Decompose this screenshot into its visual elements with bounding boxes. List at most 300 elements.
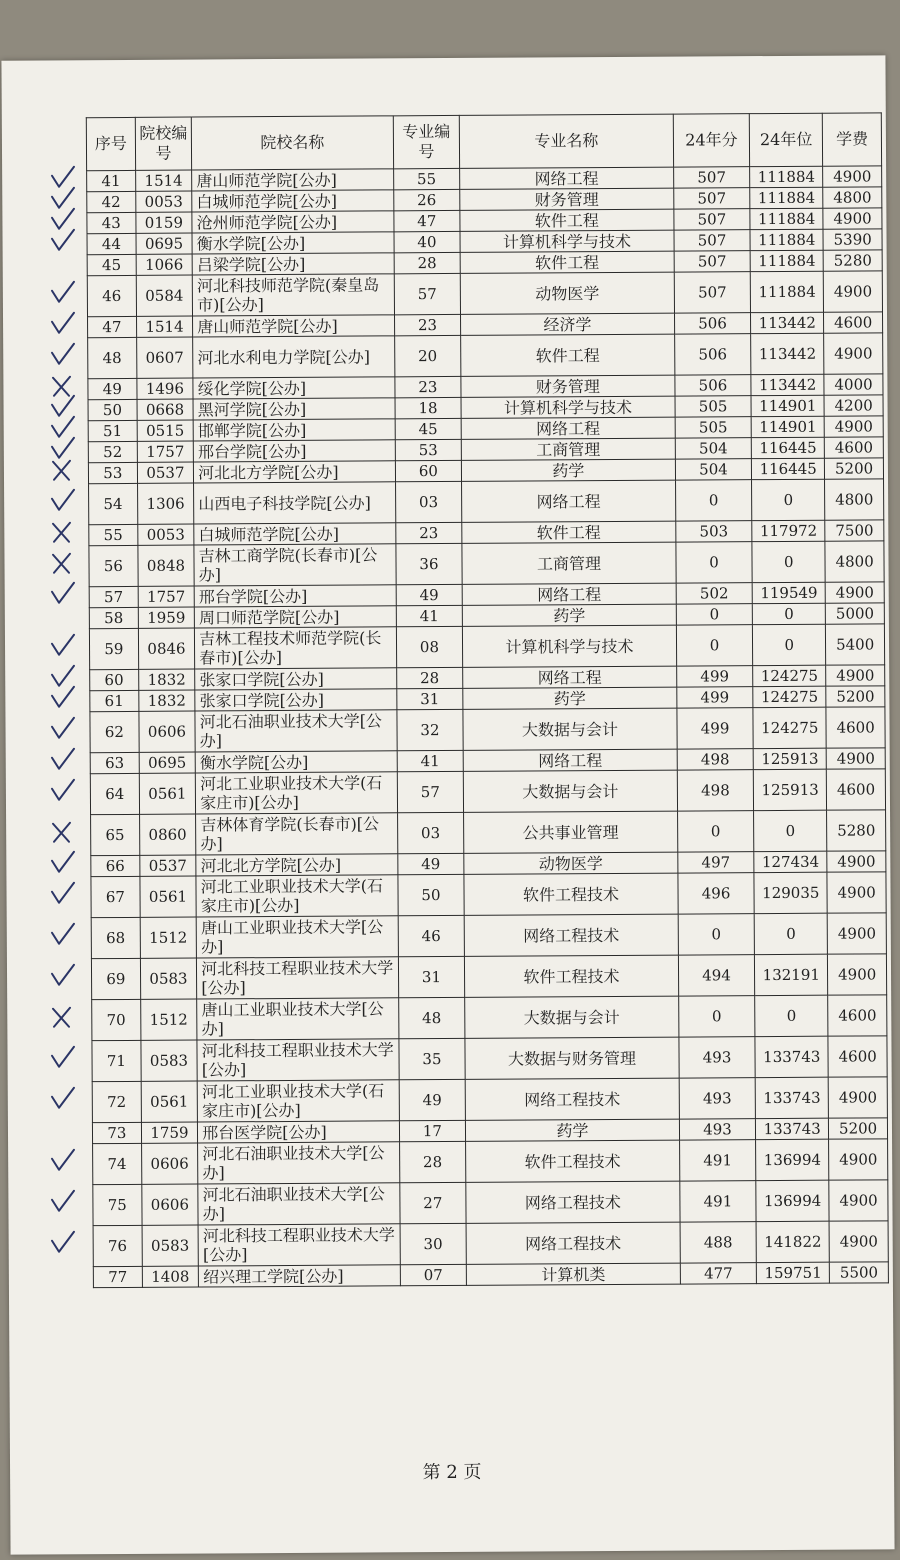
cell-major-name: 计算机类 [466,1263,680,1285]
cell-score-2024: 507 [673,167,750,188]
cell-tuition: 5500 [830,1262,889,1283]
cell-major-code: 07 [400,1264,467,1285]
cell-rank-2024: 116445 [751,437,824,458]
cell-row-number: 61 [90,690,139,711]
table-row [89,479,884,525]
cell-school-name: 唐山工业职业技术大学[公办] [197,998,399,1040]
cell-school-code: 0561 [139,773,196,814]
cell-score-2024: 506 [674,334,751,375]
table-row [91,810,886,856]
cell-major-name: 软件工程技术 [464,873,678,915]
cell-score-2024: 498 [677,749,754,770]
cell-tuition: 4600 [828,1036,887,1077]
cell-row-number: 59 [89,628,138,669]
cell-rank-2024: 136994 [756,1139,829,1180]
cell-score-2024: 507 [674,251,751,272]
cell-major-name: 软件工程技术 [466,1140,680,1182]
cell-school-code: 1959 [138,607,195,628]
cell-rank-2024: 124275 [753,707,826,748]
table-row [92,995,887,1041]
cell-rank-2024: 113442 [751,333,824,374]
cell-major-code: 30 [400,1223,467,1264]
cell-major-name: 网络工程 [463,749,677,771]
cell-school-name: 河北北方学院[公办] [194,461,396,483]
cell-tuition: 5200 [825,458,884,479]
cell-major-code: 47 [394,210,461,231]
cell-major-code: 49 [396,584,463,605]
cell-row-number: 76 [93,1225,142,1266]
cell-row-number: 55 [89,524,138,545]
cell-school-name: 唐山师范学院[公办] [193,315,395,337]
cell-tuition: 4900 [827,913,886,954]
cell-major-code: 49 [397,853,464,874]
cell-school-code: 0607 [136,337,193,378]
table-row [91,913,886,959]
cell-major-code: 26 [393,189,460,210]
table-row [92,1077,887,1123]
cell-rank-2024: 159751 [756,1262,829,1283]
cell-row-number: 53 [88,462,137,483]
cell-major-name: 网络工程 [462,480,676,522]
cell-score-2024: 505 [675,396,752,417]
cell-school-name: 河北科技师范学院(秦皇岛市)[公办] [192,274,394,316]
cell-school-code: 1512 [140,999,197,1040]
header-school-code: 院校编号 [135,117,192,170]
table-row [89,624,884,670]
cell-score-2024: 507 [674,272,751,313]
cell-major-code: 46 [398,915,465,956]
cell-school-name: 张家口学院[公办] [195,668,397,690]
cell-tuition: 5200 [829,1118,888,1139]
cell-major-name: 软件工程 [460,209,674,231]
cell-school-name: 唐山师范学院[公办] [192,169,394,191]
cell-row-number: 74 [93,1143,142,1184]
cell-rank-2024: 116445 [752,458,825,479]
cell-school-code: 0537 [140,855,197,876]
cell-school-name: 河北石油职业技术大学[公办] [195,710,397,752]
cell-score-2024: 502 [676,583,753,604]
header-major-code: 专业编号 [393,115,460,168]
cell-score-2024: 499 [677,687,754,708]
cell-rank-2024: 136994 [756,1180,829,1221]
cell-major-name: 网络工程 [461,417,675,439]
cell-school-code: 0561 [140,876,197,917]
cell-school-code: 1757 [138,586,195,607]
cell-school-name: 河北工业职业技术大学(石家庄市)[公办] [197,1080,399,1122]
cell-rank-2024: 129035 [754,872,827,913]
cell-major-code: 35 [399,1038,466,1079]
cell-major-name: 药学 [466,1119,680,1141]
cell-row-number: 46 [87,275,136,316]
cell-major-name: 大数据与会计 [463,708,677,750]
cell-rank-2024: 0 [752,603,825,624]
cell-major-name: 网络工程 [462,583,676,605]
cell-row-number: 60 [90,669,139,690]
cell-score-2024: 496 [678,873,755,914]
cell-score-2024: 506 [674,313,751,334]
cell-tuition: 5000 [826,603,885,624]
cell-rank-2024: 111884 [750,208,823,229]
cell-rank-2024: 124275 [753,686,826,707]
header-score-2024: 24年分 [673,114,750,167]
cell-major-code: 60 [395,460,462,481]
cell-score-2024: 477 [680,1263,757,1284]
cell-major-code: 28 [399,1141,466,1182]
cell-school-code: 0515 [137,420,194,441]
cell-row-number: 50 [88,399,137,420]
cell-major-name: 软件工程 [460,251,674,273]
cell-major-name: 工商管理 [461,438,675,460]
cell-major-name: 工商管理 [462,542,676,584]
cell-rank-2024: 111884 [750,271,823,312]
cell-rank-2024: 0 [754,913,827,954]
cell-row-number: 68 [91,917,140,958]
header-no: 序号 [86,117,135,170]
table-row [90,769,885,815]
cell-rank-2024: 0 [752,479,825,520]
cell-school-code: 1514 [135,170,192,191]
cell-tuition: 4900 [824,333,883,374]
cell-school-name: 黑河学院[公办] [193,398,395,420]
cell-major-name: 软件工程 [461,334,675,376]
cell-row-number: 43 [87,212,136,233]
cell-major-code: 28 [396,667,463,688]
cell-major-name: 计算机科学与技术 [460,230,674,252]
cell-major-code: 28 [394,252,461,273]
cell-school-code: 0053 [135,191,192,212]
cell-major-code: 36 [396,543,463,584]
cell-row-number: 62 [90,711,139,752]
table-row [93,1180,888,1226]
cell-major-code: 20 [394,335,461,376]
cell-score-2024: 507 [674,209,751,230]
cell-major-name: 软件工程技术 [465,955,679,997]
cell-school-name: 唐山工业职业技术大学[公办] [196,916,398,958]
cell-major-code: 53 [395,439,462,460]
cell-major-name: 公共事业管理 [464,811,678,853]
cell-school-code: 1832 [138,669,195,690]
cell-row-number: 66 [91,855,140,876]
cell-row-number: 70 [92,999,141,1040]
cell-school-code: 1757 [137,441,194,462]
cell-school-name: 河北工业职业技术大学(石家庄市)[公办] [195,772,397,814]
cell-school-code: 1306 [137,483,194,524]
cell-school-code: 0159 [136,212,193,233]
cell-school-code: 0606 [142,1184,199,1225]
cell-school-name: 邢台医学院[公办] [198,1121,400,1143]
cell-tuition: 4900 [824,416,883,437]
cell-tuition: 5390 [823,229,882,250]
cell-row-number: 49 [88,378,137,399]
cell-score-2024: 0 [678,996,755,1037]
cell-tuition: 4600 [827,769,886,810]
cell-major-code: 31 [398,956,465,997]
cell-rank-2024: 0 [752,541,825,582]
cell-school-name: 河北水利电力学院[公办] [193,336,395,378]
cell-major-name: 软件工程 [462,521,676,543]
cell-row-number: 58 [89,607,138,628]
cell-rank-2024: 133743 [755,1077,828,1118]
cell-school-name: 山西电子科技学院[公办] [194,482,396,524]
table-row [92,1036,887,1082]
cell-rank-2024: 127434 [754,851,827,872]
cell-major-code: 40 [394,231,461,252]
table-row [91,872,886,918]
cell-row-number: 73 [92,1122,141,1143]
cell-row-number: 67 [91,876,140,917]
cell-major-name: 药学 [462,459,676,481]
cell-tuition: 4900 [825,582,884,603]
cell-rank-2024: 125913 [753,769,826,810]
cell-tuition: 4900 [826,665,885,686]
table-row [93,1262,888,1288]
cell-major-code: 18 [395,397,462,418]
header-major-name: 专业名称 [459,114,673,168]
table-body [87,166,889,1288]
cell-rank-2024: 113442 [751,312,824,333]
cell-rank-2024: 117972 [752,520,825,541]
cell-school-code: 1759 [141,1122,198,1143]
cell-major-name: 计算机科学与技术 [463,625,677,667]
cell-tuition: 4900 [827,872,886,913]
cell-tuition: 4900 [829,1139,888,1180]
cell-school-name: 周口师范学院[公办] [194,606,396,628]
cell-school-code: 0537 [137,462,194,483]
cell-major-code: 55 [393,168,460,189]
cell-school-code: 1066 [136,254,193,275]
cell-score-2024: 0 [676,542,753,583]
cell-major-code: 23 [395,376,462,397]
cell-score-2024: 504 [675,459,752,480]
cell-school-code: 1496 [137,378,194,399]
cell-major-code: 03 [397,812,464,853]
cell-rank-2024: 111884 [750,250,823,271]
cell-row-number: 54 [89,483,138,524]
cell-rank-2024: 119549 [752,582,825,603]
cell-rank-2024: 111884 [750,229,823,250]
cell-tuition: 4900 [829,1180,888,1221]
header-school-name: 院校名称 [191,116,393,170]
cell-score-2024: 0 [678,914,755,955]
cell-rank-2024: 133743 [755,1036,828,1077]
cell-school-name: 沧州师范学院[公办] [192,211,394,233]
cell-row-number: 57 [89,586,138,607]
cell-score-2024: 494 [678,955,755,996]
cell-school-name: 白城师范学院[公办] [192,190,394,212]
table-row [93,1139,888,1185]
cell-major-code: 32 [397,709,464,750]
cell-row-number: 65 [91,814,140,855]
cell-major-code: 57 [397,771,464,812]
cell-major-code: 48 [398,997,465,1038]
cell-school-name: 绍兴理工学院[公办] [198,1265,400,1287]
cell-major-name: 网络工程技术 [466,1222,680,1264]
cell-score-2024: 0 [675,480,752,521]
cell-school-code: 0583 [140,958,197,999]
cell-score-2024: 505 [675,417,752,438]
cell-school-code: 0846 [138,628,195,669]
cell-school-code: 0695 [139,752,196,773]
cell-school-name: 绥化学院[公办] [193,377,395,399]
cell-score-2024: 497 [678,852,755,873]
cell-tuition: 4900 [823,166,882,187]
cell-major-code: 41 [397,750,464,771]
cell-rank-2024: 124275 [753,665,826,686]
cell-rank-2024: 111884 [750,187,823,208]
cell-row-number: 72 [92,1081,141,1122]
cell-rank-2024: 0 [755,995,828,1036]
cell-tuition: 4600 [824,312,883,333]
cell-major-code: 31 [396,688,463,709]
cell-school-code: 0848 [138,545,195,586]
cell-rank-2024: 125913 [753,748,826,769]
cell-row-number: 45 [87,254,136,275]
cell-school-code: 0584 [136,275,193,316]
cell-school-name: 河北科技工程职业技术大学[公办] [197,1039,399,1081]
cell-tuition: 7500 [825,520,884,541]
cell-school-name: 河北石油职业技术大学[公办] [198,1142,400,1184]
cell-school-code: 0561 [141,1081,198,1122]
table-row [93,1221,888,1267]
cell-major-name: 动物医学 [460,272,674,314]
cell-row-number: 63 [90,752,139,773]
cell-major-name: 动物医学 [464,852,678,874]
cell-score-2024: 506 [675,375,752,396]
cell-rank-2024: 114901 [751,416,824,437]
cell-school-code: 1514 [136,316,193,337]
paper-sheet [1,55,894,1554]
cell-score-2024: 0 [676,625,753,666]
cell-major-code: 45 [395,418,462,439]
cell-major-code: 57 [394,273,461,314]
header-tuition: 学费 [823,113,882,166]
cell-rank-2024: 141822 [756,1221,829,1262]
cell-rank-2024: 111884 [750,166,823,187]
cell-major-name: 大数据与会计 [465,996,679,1038]
cell-school-name: 吉林工商学院(长春市)[公办] [194,544,396,586]
table-row [89,541,884,587]
cell-school-name: 张家口学院[公办] [195,689,397,711]
cell-score-2024: 491 [680,1181,757,1222]
cell-school-name: 衡水学院[公办] [192,232,394,254]
cell-row-number: 77 [93,1266,142,1287]
cell-major-code: 41 [396,605,463,626]
cell-school-code: 1512 [140,917,197,958]
admissions-table [86,112,889,1288]
cell-school-code: 0606 [141,1143,198,1184]
cell-tuition: 4900 [823,208,882,229]
cell-score-2024: 493 [679,1037,756,1078]
cell-tuition: 4900 [828,954,887,995]
cell-tuition: 4900 [823,271,882,312]
cell-row-number: 71 [92,1040,141,1081]
cell-tuition: 4600 [825,437,884,458]
cell-major-code: 17 [399,1120,466,1141]
cell-school-code: 0695 [136,233,193,254]
cell-score-2024: 493 [679,1119,756,1140]
cell-rank-2024: 0 [753,624,826,665]
cell-rank-2024: 132191 [755,954,828,995]
cell-score-2024: 507 [674,230,751,251]
cell-score-2024: 488 [680,1222,757,1263]
cell-score-2024: 507 [674,188,751,209]
cell-score-2024: 504 [675,438,752,459]
cell-school-code: 0860 [139,814,196,855]
cell-tuition: 4900 [826,748,885,769]
cell-school-code: 1832 [138,690,195,711]
cell-tuition: 4800 [825,479,884,520]
cell-score-2024: 503 [676,521,753,542]
cell-major-code: 23 [395,522,462,543]
cell-rank-2024: 113442 [751,374,824,395]
cell-tuition: 4800 [823,187,882,208]
cell-tuition: 4600 [828,995,887,1036]
cell-school-name: 衡水学院[公办] [195,751,397,773]
cell-major-code: 23 [394,314,461,335]
cell-major-code: 27 [399,1182,466,1223]
cell-school-name: 河北工业职业技术大学(石家庄市)[公办] [196,875,398,917]
cell-school-code: 0583 [141,1040,198,1081]
cell-row-number: 44 [87,233,136,254]
header-row [86,113,881,171]
cell-school-code: 1408 [142,1266,199,1287]
cell-row-number: 64 [90,773,139,814]
cell-row-number: 48 [88,337,137,378]
table-row [90,707,885,753]
cell-tuition: 4600 [826,707,885,748]
cell-major-name: 经济学 [461,313,675,335]
cell-school-name: 河北科技工程职业技术大学[公办] [198,1224,400,1266]
page-number: 第 2 页 [422,1461,482,1484]
cell-score-2024: 491 [679,1140,756,1181]
cell-rank-2024: 0 [754,810,827,851]
cell-score-2024: 493 [679,1078,756,1119]
cell-score-2024: 499 [677,708,754,749]
cell-school-name: 吕梁学院[公办] [192,253,394,275]
cell-school-code: 0583 [142,1225,199,1266]
cell-school-name: 邯郸学院[公办] [193,419,395,441]
cell-score-2024: 499 [676,666,753,687]
cell-major-code: 49 [399,1079,466,1120]
cell-school-name: 河北北方学院[公办] [196,854,398,876]
cell-row-number: 69 [91,958,140,999]
cell-major-name: 大数据与财务管理 [465,1037,679,1079]
header-rank-2024: 24年位 [749,113,822,166]
cell-major-name: 财务管理 [460,188,674,210]
cell-row-number: 52 [88,441,137,462]
cell-school-name: 吉林工程技术师范学院(长春市)[公办] [195,627,397,669]
cell-major-name: 网络工程 [460,167,674,189]
cell-major-name: 网络工程技术 [465,1078,679,1120]
cell-row-number: 42 [87,191,136,212]
cell-school-name: 吉林体育学院(长春市)[公办] [196,813,398,855]
cell-school-code: 0668 [137,399,194,420]
cell-tuition: 4200 [824,395,883,416]
cell-major-name: 网络工程技术 [464,914,678,956]
table-row [87,271,882,317]
cell-tuition: 5200 [826,686,885,707]
cell-major-code: 50 [398,874,465,915]
cell-row-number: 51 [88,420,137,441]
cell-row-number: 41 [87,170,136,191]
cell-tuition: 5280 [823,250,882,271]
table-row [91,954,886,1000]
cell-major-code: 03 [395,481,462,522]
cell-row-number: 75 [93,1184,142,1225]
cell-tuition: 4900 [828,1077,887,1118]
cell-tuition: 4900 [829,1221,888,1262]
cell-major-name: 大数据与会计 [463,770,677,812]
